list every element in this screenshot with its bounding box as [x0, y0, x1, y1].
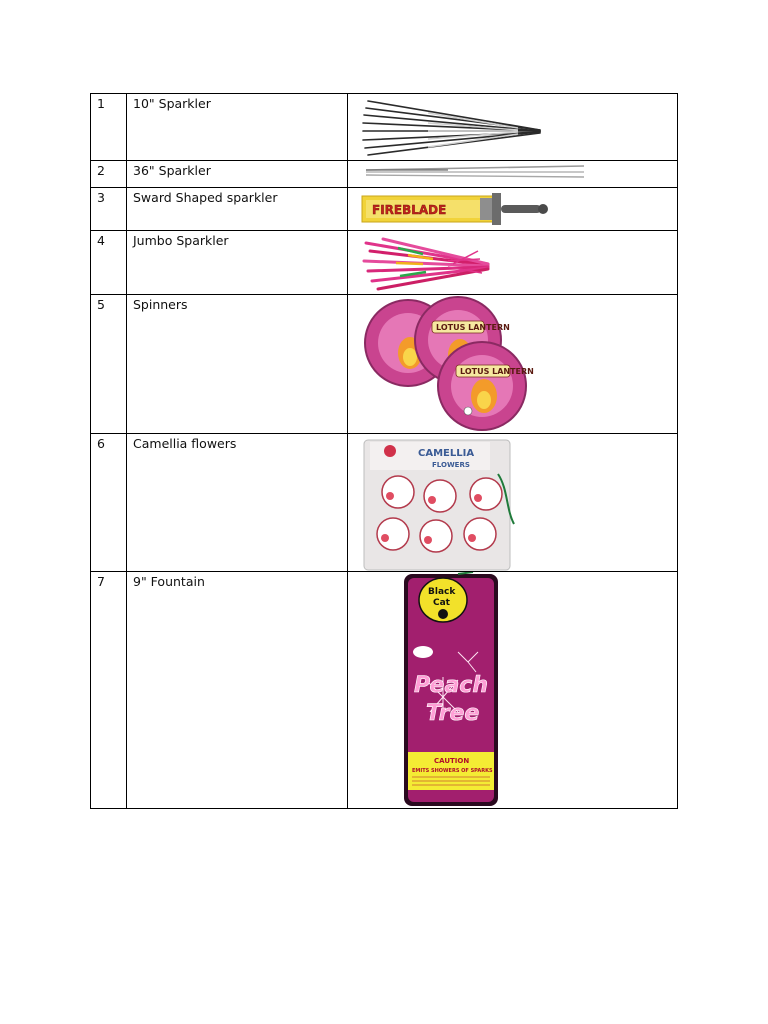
fireworks-table — [90, 93, 678, 809]
row-number-cell — [91, 434, 127, 572]
item-image-cell — [348, 161, 678, 188]
flowers-label: FLOWERS — [432, 461, 470, 469]
row-number: 7 — [97, 574, 105, 589]
caution-label: CAUTION — [434, 757, 470, 765]
row-number: 5 — [97, 297, 105, 312]
item-image-cell — [348, 295, 678, 434]
item-name-cell — [127, 94, 348, 161]
caution-subtext: EMITS SHOWERS OF SPARKS — [412, 768, 493, 774]
lotus-lantern-label: LOTUS LANTERN — [460, 367, 534, 376]
sword-sparkler-image — [348, 188, 678, 230]
table-row — [91, 434, 678, 572]
row-number: 2 — [97, 163, 105, 178]
item-image-cell — [348, 188, 678, 231]
item-name: 9" Fountain — [133, 574, 205, 589]
row-number: 3 — [97, 190, 105, 205]
table-row — [91, 188, 678, 231]
item-name: Spinners — [133, 297, 188, 312]
item-image-cell — [348, 434, 678, 572]
camellia-label: CAMELLIA — [418, 448, 475, 459]
row-number-cell — [91, 572, 127, 809]
table-row — [91, 231, 678, 295]
camellia-flowers-pack-image — [348, 434, 678, 571]
item-name: 36" Sparkler — [133, 163, 211, 178]
item-image-cell — [348, 231, 678, 295]
sparklers-bundle-image — [348, 94, 678, 160]
item-name-cell — [127, 572, 348, 809]
table-row — [91, 295, 678, 434]
row-number-cell — [91, 188, 127, 231]
item-name-cell — [127, 434, 348, 572]
table-row — [91, 94, 678, 161]
lotus-lantern-spinners-image — [348, 295, 678, 433]
black-cat-label: Black — [428, 587, 456, 597]
item-name-cell — [127, 188, 348, 231]
item-name: 10" Sparkler — [133, 96, 211, 111]
row-number-cell — [91, 295, 127, 434]
row-number: 4 — [97, 233, 105, 248]
fireblade-text: FIREBLADE — [372, 203, 447, 217]
long-sparkler-image — [348, 161, 678, 187]
tree-title: Tree — [426, 701, 480, 726]
table-row — [91, 161, 678, 188]
item-name-cell — [127, 295, 348, 434]
item-name: Sward Shaped sparkler — [133, 190, 278, 205]
row-number-cell — [91, 161, 127, 188]
row-number: 1 — [97, 96, 105, 111]
jumbo-sparklers-image — [348, 231, 678, 294]
peach-tree-fountain-image — [348, 572, 678, 808]
row-number-cell — [91, 231, 127, 295]
item-name-cell — [127, 161, 348, 188]
item-name: Camellia flowers — [133, 436, 237, 451]
spinner-disc — [438, 342, 534, 430]
lotus-lantern-label: LOTUS LANTERN — [436, 323, 510, 332]
item-name: Jumbo Sparkler — [133, 233, 229, 248]
item-image-cell — [348, 572, 678, 809]
table-row — [91, 572, 678, 809]
item-name-cell — [127, 231, 348, 295]
row-number-cell — [91, 94, 127, 161]
item-image-cell — [348, 94, 678, 161]
peach-title: Peach — [414, 673, 489, 698]
row-number: 6 — [97, 436, 105, 451]
cat-label: Cat — [433, 598, 450, 608]
